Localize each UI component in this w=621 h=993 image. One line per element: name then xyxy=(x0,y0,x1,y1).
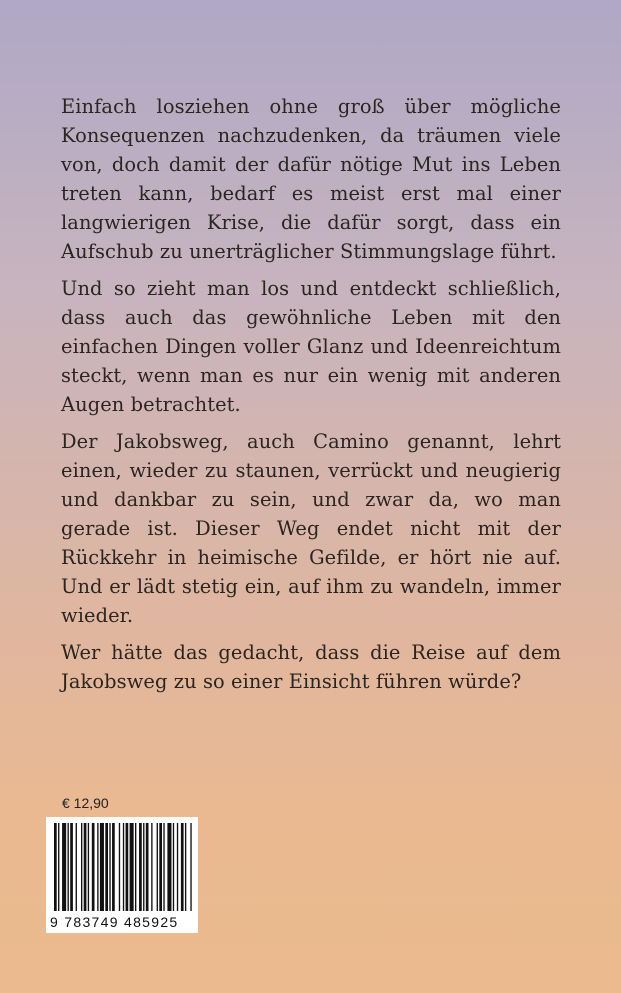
barcode-bar xyxy=(100,823,104,911)
barcode-bar xyxy=(135,823,136,911)
barcode-bar xyxy=(97,823,98,911)
barcode-bar xyxy=(70,823,73,911)
isbn-digits: 9 783749 485925 xyxy=(50,914,179,930)
barcode-bar xyxy=(130,823,134,911)
blurb-paragraph-4: Wer hätte das gedacht, dass die Reise auf dem Jakobsweg zu so einer Einsicht führen würde? xyxy=(61,641,561,693)
barcode-bar xyxy=(143,823,144,911)
isbn-barcode xyxy=(46,817,198,933)
barcode-bar xyxy=(185,823,186,911)
barcode-bar xyxy=(54,823,57,911)
barcode-bar xyxy=(112,823,115,911)
barcode-bar xyxy=(151,823,152,911)
barcode-bar xyxy=(109,823,110,911)
barcode-bar xyxy=(157,823,158,911)
barcode-bar xyxy=(146,823,149,911)
barcode-bar xyxy=(139,823,142,911)
blurb-paragraph-1: Einfach losziehen ohne groß über mögliche Konsequenzen nachzudenken, da träumen viele von, doch damit der dafür nötige Mut ins Leben treten kann, bedarf es meist erst mal einer langwierigen Krise, die dafür sorgt, dass ein Aufschub zu unerträglicher Stimmungslage führt. xyxy=(61,95,561,263)
barcode-bar xyxy=(126,823,129,911)
barcode-bar xyxy=(163,823,164,911)
blurb-paragraph-3: Der Jakobsweg, auch Camino genannt, lehrt einen, wieder zu staunen, verrückt und neugierig und dankbar zu sein, und zwar da, wo man gerade ist. Dieser Weg endet nicht mit der Rückkehr in heimische Gefilde, er hört nie auf. Und er lädt stetig ein, auf ihm zu wandeln, immer wieder. xyxy=(61,430,561,627)
barcode-bar xyxy=(167,823,171,911)
barcode-bar xyxy=(58,823,59,911)
barcode-bar xyxy=(159,823,162,911)
barcode-bar xyxy=(173,823,174,911)
barcode-bar xyxy=(92,823,95,911)
barcode-bar xyxy=(181,823,184,911)
back-cover-blurb xyxy=(61,92,561,704)
barcode-bar xyxy=(76,823,77,911)
price-label: € 12,90 xyxy=(62,795,109,811)
blurb-paragraph-2: Und so zieht man los und entdeckt schließlich, dass auch das gewöhnliche Leben mit den einfachen Dingen voller Glanz und Ideenreichtum steckt, wenn man es nur ein wenig mit anderen Augen betrachtet. xyxy=(61,277,561,416)
barcode-bar xyxy=(62,823,66,911)
barcode-bar xyxy=(84,823,87,911)
barcode-bar xyxy=(68,823,69,911)
barcode-bar xyxy=(177,823,178,911)
barcode-bar xyxy=(81,823,82,911)
barcode-bar xyxy=(88,823,89,911)
barcode-bar xyxy=(190,823,191,911)
barcode-bar xyxy=(119,823,120,911)
barcode-bar xyxy=(105,823,108,911)
barcode-bar xyxy=(123,823,124,911)
